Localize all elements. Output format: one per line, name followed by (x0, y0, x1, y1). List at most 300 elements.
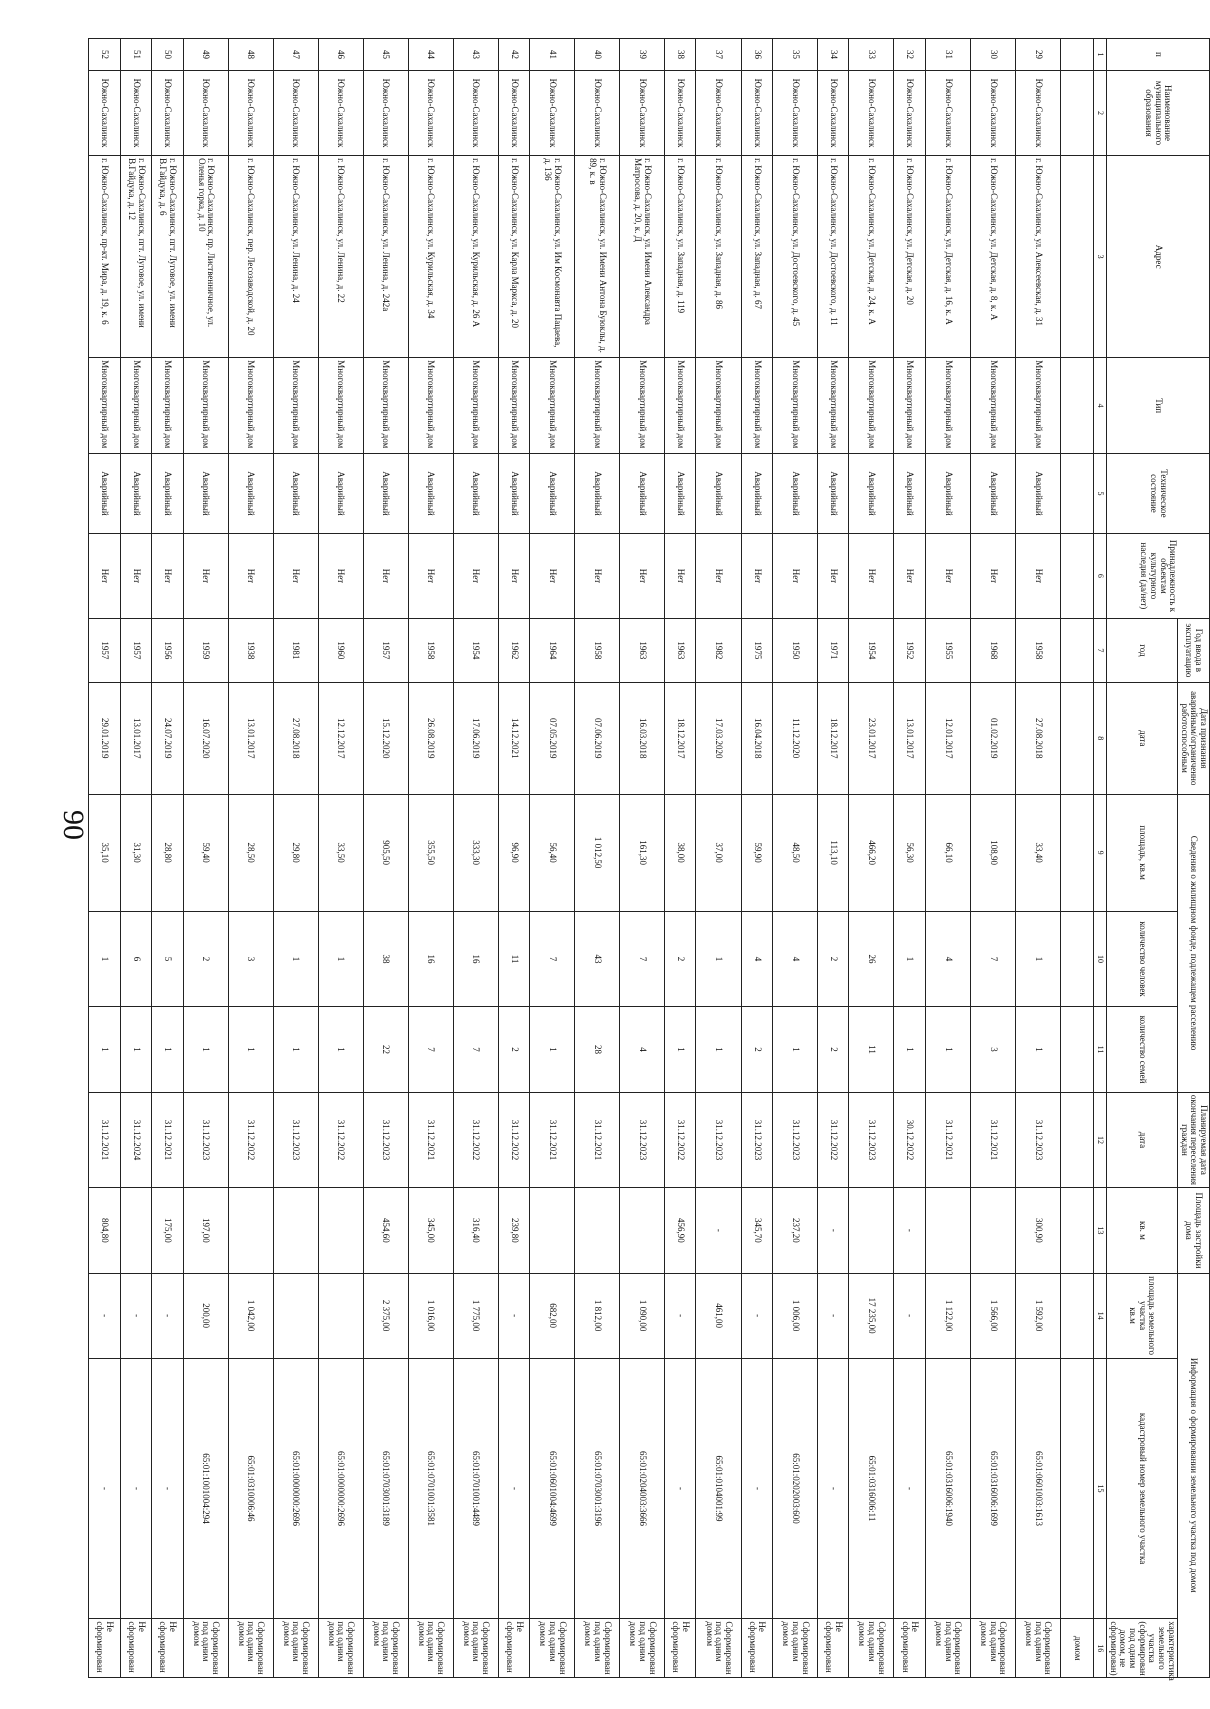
area-cell: 1 012,50 (575, 794, 620, 911)
cadastral-cell: - (894, 1358, 925, 1619)
municipality-cell: Южно-Сахалинск (970, 70, 1015, 155)
condition-cell: Аварийный (120, 454, 151, 534)
page-number: 90 (57, 810, 90, 840)
families-cell: 11 (849, 1007, 894, 1092)
table-row (772, 39, 817, 1678)
condition-cell: Аварийный (273, 454, 318, 534)
condition-cell: Аварийный (575, 454, 620, 534)
header-type: Тип (1106, 358, 1209, 454)
address-cell: г. Южно-Сахалинск, пгт. Луговое, ул. имени В.Гайдука, д. 6 (152, 156, 183, 358)
characteristic-cell: Сформирован под одним домом (925, 1619, 970, 1678)
municipality-cell: Южно-Сахалинск (408, 70, 453, 155)
heritage-cell: Нет (620, 533, 665, 618)
type-cell: Многоквартирный дом (228, 358, 273, 454)
characteristic-cell: Не сформирован (665, 1619, 696, 1678)
unit-domov: домом (1060, 1619, 1093, 1678)
area-cell: 56,40 (530, 794, 575, 911)
address-cell: г. Южно-Сахалинск, ул. Алексеевская, д. 31 (1015, 156, 1060, 358)
area-cell: 29,80 (273, 794, 318, 911)
condition-cell: Аварийный (817, 454, 848, 534)
cadastral-cell: 65:01:0316006:1699 (970, 1358, 1015, 1619)
families-cell: 1 (228, 1007, 273, 1092)
cadastral-cell: 65:01:0000000:2696 (273, 1358, 318, 1619)
built-area-cell (970, 1188, 1015, 1273)
people-cell: 3 (228, 911, 273, 1007)
column-number: 6 (1093, 533, 1106, 618)
people-cell: 2 (665, 911, 696, 1007)
built-area-cell: 239,80 (498, 1188, 529, 1273)
column-number: 5 (1093, 454, 1106, 534)
type-cell: Многоквартирный дом (318, 358, 363, 454)
heritage-cell: Нет (575, 533, 620, 618)
characteristic-cell: Сформирован под одним домом (849, 1619, 894, 1678)
condition-cell: Аварийный (183, 454, 228, 534)
characteristic-cell: Сформирован под одним домом (318, 1619, 363, 1678)
type-cell: Многоквартирный дом (152, 358, 183, 454)
characteristic-cell: Сформирован под одним домом (228, 1619, 273, 1678)
land-area-cell: 2 375,00 (363, 1273, 408, 1358)
heritage-cell: Нет (363, 533, 408, 618)
land-area-cell: 1 090,00 (620, 1273, 665, 1358)
families-cell: 7 (408, 1007, 453, 1092)
year-cell: 1952 (894, 619, 925, 683)
people-cell: 1 (894, 911, 925, 1007)
families-cell: 1 (273, 1007, 318, 1092)
area-cell: 56,30 (894, 794, 925, 911)
type-cell: Многоквартирный дом (849, 358, 894, 454)
address-cell: г. Южно-Сахалинск, ул. Достоевского, д. 11 (817, 156, 848, 358)
condition-cell: Аварийный (453, 454, 498, 534)
resettle-date-cell: 31.12.2022 (817, 1092, 848, 1188)
people-cell: 6 (120, 911, 151, 1007)
row-number: 42 (498, 39, 529, 71)
resettle-date-cell: 31.12.2021 (575, 1092, 620, 1188)
built-area-cell (925, 1188, 970, 1273)
column-number: 10 (1093, 911, 1106, 1007)
column-number: 12 (1093, 1092, 1106, 1188)
table-row (849, 39, 894, 1678)
condition-cell: Аварийный (318, 454, 363, 534)
resettle-date-cell: 31.12.2022 (665, 1092, 696, 1188)
condition-cell: Аварийный (530, 454, 575, 534)
header-date-recognized: Дата признания аварийным/ограниченно работоспособным (1177, 682, 1209, 794)
people-cell: 43 (575, 911, 620, 1007)
year-cell: 1960 (318, 619, 363, 683)
land-area-cell: 1 006,00 (772, 1273, 817, 1358)
heritage-cell: Нет (849, 533, 894, 618)
municipality-cell: Южно-Сахалинск (575, 70, 620, 155)
column-number: 11 (1093, 1007, 1106, 1092)
resettle-date-cell: 31.12.2023 (849, 1092, 894, 1188)
column-number: 14 (1093, 1273, 1106, 1358)
families-cell: 1 (120, 1007, 151, 1092)
column-number: 16 (1093, 1619, 1106, 1678)
municipality-cell: Южно-Сахалинск (894, 70, 925, 155)
cadastral-cell: 65:01:0310006:46 (228, 1358, 273, 1619)
municipality-cell: Южно-Сахалинск (530, 70, 575, 155)
resettle-date-cell: 31.12.2021 (970, 1092, 1015, 1188)
date-recognized-cell: 26.08.2019 (408, 682, 453, 794)
cadastral-cell: - (665, 1358, 696, 1619)
area-cell: 466,20 (849, 794, 894, 911)
heritage-cell: Нет (696, 533, 741, 618)
resettle-date-cell: 31.12.2022 (453, 1092, 498, 1188)
condition-cell: Аварийный (620, 454, 665, 534)
built-area-cell: 197,00 (183, 1188, 228, 1273)
land-area-cell: 17 235,00 (849, 1273, 894, 1358)
unit-sqm2: кв.м (1127, 1307, 1138, 1324)
area-cell: 333,30 (453, 794, 498, 911)
area-cell: 59,90 (741, 794, 772, 911)
heritage-cell: Нет (741, 533, 772, 618)
characteristic-cell: Сформирован под одним домом (970, 1619, 1015, 1678)
families-cell: 3 (970, 1007, 1015, 1092)
type-cell: Многоквартирный дом (363, 358, 408, 454)
land-area-cell: 1 566,00 (970, 1273, 1015, 1358)
address-cell: г. Южно-Сахалинск, ул. Детская, д. 16, к. А (925, 156, 970, 358)
built-area-cell (530, 1188, 575, 1273)
date-recognized-cell: 15.12.2020 (363, 682, 408, 794)
address-cell: г. Южно-Сахалинск, ул. Западная, д. 86 (696, 156, 741, 358)
heritage-cell: Нет (89, 533, 121, 618)
area-cell: 161,30 (620, 794, 665, 911)
families-cell: 2 (817, 1007, 848, 1092)
built-area-cell: - (894, 1188, 925, 1273)
address-cell: г. Южно-Сахалинск, ул. Детская, д. 20 (894, 156, 925, 358)
year-cell: 1981 (273, 619, 318, 683)
year-cell: 1957 (120, 619, 151, 683)
resettle-date-cell: 31.12.2021 (89, 1092, 121, 1188)
heritage-cell: Нет (453, 533, 498, 618)
date-recognized-cell: 14.12.2021 (498, 682, 529, 794)
address-cell: г. Южно-Сахалинск, ул. Ленина, д. 22 (318, 156, 363, 358)
heritage-cell: Нет (1015, 533, 1060, 618)
area-cell: 28,50 (228, 794, 273, 911)
resettle-date-cell: 31.12.2023 (772, 1092, 817, 1188)
resettle-date-cell: 31.12.2023 (620, 1092, 665, 1188)
header-heritage: Принадлежность к объектам культурного наследия (да/нет) (1106, 533, 1209, 618)
table-row (120, 39, 151, 1678)
municipality-cell: Южно-Сахалинск (453, 70, 498, 155)
cadastral-cell: 65:01:0202003:600 (772, 1358, 817, 1619)
date-recognized-cell: 11.12.2020 (772, 682, 817, 794)
people-cell: 7 (970, 911, 1015, 1007)
year-cell: 1956 (152, 619, 183, 683)
header-land-area (1106, 1273, 1177, 1358)
condition-cell: Аварийный (925, 454, 970, 534)
built-area-cell: 300,90 (1015, 1188, 1060, 1273)
municipality-cell: Южно-Сахалинск (228, 70, 273, 155)
type-cell: Многоквартирный дом (1015, 358, 1060, 454)
year-cell: 1950 (772, 619, 817, 683)
cadastral-cell: - (120, 1358, 151, 1619)
date-recognized-cell: 13.01.2017 (894, 682, 925, 794)
table-row (318, 39, 363, 1678)
row-number: 44 (408, 39, 453, 71)
column-number-row (1093, 39, 1106, 1678)
year-cell: 1954 (453, 619, 498, 683)
unit-date2: дата (1106, 1092, 1177, 1188)
date-recognized-cell: 17.03.2020 (696, 682, 741, 794)
date-recognized-cell: 18.12.2017 (817, 682, 848, 794)
heritage-cell: Нет (228, 533, 273, 618)
condition-cell: Аварийный (849, 454, 894, 534)
type-cell: Многоквартирный дом (575, 358, 620, 454)
table-row (817, 39, 848, 1678)
table-row (894, 39, 925, 1678)
year-cell: 1954 (849, 619, 894, 683)
address-cell: г. Южно-Сахалинск, ул. Курильская, д. 34 (408, 156, 453, 358)
year-cell: 1962 (498, 619, 529, 683)
row-number: 29 (1015, 39, 1060, 71)
unit-year: год (1106, 619, 1177, 683)
municipality-cell: Южно-Сахалинск (849, 70, 894, 155)
year-cell: 1971 (817, 619, 848, 683)
year-cell: 1982 (696, 619, 741, 683)
condition-cell: Аварийный (408, 454, 453, 534)
resettle-date-cell: 31.12.2022 (228, 1092, 273, 1188)
column-number: 1 (1093, 39, 1106, 71)
characteristic-cell: Сформирован под одним домом (530, 1619, 575, 1678)
people-cell: 4 (772, 911, 817, 1007)
area-cell: 31,30 (120, 794, 151, 911)
cadastral-cell: 65:01:0204003:3666 (620, 1358, 665, 1619)
cadastral-cell: 65:01:0000000:2696 (318, 1358, 363, 1619)
type-cell: Многоквартирный дом (530, 358, 575, 454)
characteristic-cell: Сформирован под одним домом (696, 1619, 741, 1678)
type-cell: Многоквартирный дом (120, 358, 151, 454)
cadastral-cell: 65:01:0701001:3581 (408, 1358, 453, 1619)
column-number: 4 (1093, 358, 1106, 454)
municipality-cell: Южно-Сахалинск (120, 70, 151, 155)
characteristic-cell: Сформирован под одним домом (363, 1619, 408, 1678)
built-area-cell: 345,00 (408, 1188, 453, 1273)
cadastral-cell: 65:01:0104001:99 (696, 1358, 741, 1619)
table-row (1015, 39, 1060, 1678)
date-recognized-cell: 07.05.2019 (530, 682, 575, 794)
families-cell: 1 (772, 1007, 817, 1092)
resettle-date-cell: 31.12.2021 (408, 1092, 453, 1188)
row-number: 39 (620, 39, 665, 71)
column-number: 13 (1093, 1188, 1106, 1273)
year-cell: 1938 (228, 619, 273, 683)
table-row (89, 39, 121, 1678)
table-row (228, 39, 273, 1678)
date-recognized-cell: 29.01.2019 (89, 682, 121, 794)
area-cell: 59,40 (183, 794, 228, 911)
people-cell: 7 (530, 911, 575, 1007)
type-cell: Многоквартирный дом (925, 358, 970, 454)
characteristic-cell: Не сформирован (817, 1619, 848, 1678)
table-row (363, 39, 408, 1678)
date-recognized-cell: 13.01.2017 (228, 682, 273, 794)
municipality-cell: Южно-Сахалинск (498, 70, 529, 155)
date-recognized-cell: 01.02.2019 (970, 682, 1015, 794)
characteristic-cell: Не сформирован (894, 1619, 925, 1678)
cadastral-cell: - (741, 1358, 772, 1619)
characteristic-cell: Сформирован под одним домом (453, 1619, 498, 1678)
families-cell: 4 (620, 1007, 665, 1092)
type-cell: Многоквартирный дом (772, 358, 817, 454)
cadastral-cell: 65:01:0703001:3189 (363, 1358, 408, 1619)
land-area-cell: - (152, 1273, 183, 1358)
area-cell: 48,50 (772, 794, 817, 911)
address-cell: г. Южно-Сахалинск, ул. Им Космонавта Пацаева, д. 136 (530, 156, 575, 358)
people-cell: 5 (152, 911, 183, 1007)
header-n: п (1106, 39, 1209, 71)
address-cell: г. Южно-Сахалинск, ул. Имени Александра Матросова, д. 20, к. Д (620, 156, 665, 358)
blank-row (1060, 39, 1093, 1678)
table-row (620, 39, 665, 1678)
families-cell: 1 (696, 1007, 741, 1092)
people-cell: 1 (1015, 911, 1060, 1007)
header-characteristic: характеристика земельного участка (сформирован под одним домом, не сформирован) (1106, 1619, 1177, 1678)
land-area-label: площадь земельного участка (1137, 1276, 1158, 1355)
resettle-date-cell: 30.12.2022 (894, 1092, 925, 1188)
area-cell: 66,10 (925, 794, 970, 911)
built-area-cell (228, 1188, 273, 1273)
condition-cell: Аварийный (363, 454, 408, 534)
type-cell: Многоквартирный дом (183, 358, 228, 454)
row-number: 50 (152, 39, 183, 71)
cadastral-cell: 65:01:0316006:11 (849, 1358, 894, 1619)
address-cell: г. Южно-Сахалинск, ул. Западная, д. 67 (741, 156, 772, 358)
date-recognized-cell: 16.03.2018 (620, 682, 665, 794)
built-area-cell: 804,80 (89, 1188, 121, 1273)
land-area-cell: 1 122,00 (925, 1273, 970, 1358)
people-cell: 11 (498, 911, 529, 1007)
row-number: 33 (849, 39, 894, 71)
built-area-cell (120, 1188, 151, 1273)
families-cell: 1 (1015, 1007, 1060, 1092)
land-area-cell: 1 592,00 (1015, 1273, 1060, 1358)
cadastral-cell: 65:01:0703001:3196 (575, 1358, 620, 1619)
municipality-cell: Южно-Сахалинск (1015, 70, 1060, 155)
area-cell: 113,10 (817, 794, 848, 911)
address-cell: г. Южно-Сахалинск, пгт. Луговое, ул. имени В.Гайдука, д. 12 (120, 156, 151, 358)
families-cell: 28 (575, 1007, 620, 1092)
type-cell: Многоквартирный дом (741, 358, 772, 454)
heritage-cell: Нет (817, 533, 848, 618)
families-cell: 1 (894, 1007, 925, 1092)
land-area-cell: - (741, 1273, 772, 1358)
families-cell: 1 (530, 1007, 575, 1092)
row-number: 34 (817, 39, 848, 71)
characteristic-cell: Не сформирован (89, 1619, 121, 1678)
built-area-cell: - (696, 1188, 741, 1273)
row-number: 46 (318, 39, 363, 71)
heritage-cell: Нет (498, 533, 529, 618)
type-cell: Многоквартирный дом (696, 358, 741, 454)
row-number: 40 (575, 39, 620, 71)
people-cell: 26 (849, 911, 894, 1007)
land-area-cell: - (120, 1273, 151, 1358)
unit-date: дата (1106, 682, 1177, 794)
address-cell: г. Южно-Сахалинск, ул. Ленина, д. 24 (273, 156, 318, 358)
type-cell: Многоквартирный дом (498, 358, 529, 454)
year-cell: 1963 (620, 619, 665, 683)
row-number: 32 (894, 39, 925, 71)
heritage-cell: Нет (665, 533, 696, 618)
heritage-cell: Нет (183, 533, 228, 618)
date-recognized-cell: 24.07.2019 (152, 682, 183, 794)
row-number: 35 (772, 39, 817, 71)
address-cell: г. Южно-Сахалинск, ул. Достоевского, д. 45 (772, 156, 817, 358)
people-cell: 16 (453, 911, 498, 1007)
characteristic-cell: Не сформирован (152, 1619, 183, 1678)
date-recognized-cell: 16.04.2018 (741, 682, 772, 794)
table-row (925, 39, 970, 1678)
resettle-date-cell: 31.12.2021 (925, 1092, 970, 1188)
land-area-cell: - (894, 1273, 925, 1358)
cadastral-cell: 65:01:0601003:1613 (1015, 1358, 1060, 1619)
families-cell: 2 (498, 1007, 529, 1092)
row-number: 52 (89, 39, 121, 71)
table-row (970, 39, 1015, 1678)
column-number: 15 (1093, 1358, 1106, 1619)
row-number: 45 (363, 39, 408, 71)
resettle-date-cell: 31.12.2021 (530, 1092, 575, 1188)
built-area-cell (318, 1188, 363, 1273)
municipality-cell: Южно-Сахалинск (772, 70, 817, 155)
housing-table (88, 38, 1210, 1681)
table-row (408, 39, 453, 1678)
characteristic-cell: Сформирован под одним домом (575, 1619, 620, 1678)
families-cell: 1 (183, 1007, 228, 1092)
column-number: 9 (1093, 794, 1106, 911)
cadastral-cell: 65:01:0316006:1940 (925, 1358, 970, 1619)
heritage-cell: Нет (152, 533, 183, 618)
heritage-cell: Нет (925, 533, 970, 618)
municipality-cell: Южно-Сахалинск (741, 70, 772, 155)
column-number: 8 (1093, 682, 1106, 794)
table-row (183, 39, 228, 1678)
land-area-cell: 1 812,00 (575, 1273, 620, 1358)
heritage-cell: Нет (408, 533, 453, 618)
cadastral-cell: - (89, 1358, 121, 1619)
people-cell: 1 (696, 911, 741, 1007)
resettle-date-cell: 31.12.2022 (498, 1092, 529, 1188)
families-cell: 1 (152, 1007, 183, 1092)
header-address: Адрес (1106, 156, 1209, 358)
resettle-date-cell: 31.12.2024 (120, 1092, 151, 1188)
cadastral-cell: 65:01:0701001:4489 (453, 1358, 498, 1619)
address-cell: г. Южно-Сахалинск, ул. Имени Антона Буюклы, д. 89, к. в (575, 156, 620, 358)
address-cell: г. Южно-Сахалинск, ул. Карла Маркса, д. 20 (498, 156, 529, 358)
year-cell: 1958 (575, 619, 620, 683)
table-row (273, 39, 318, 1678)
land-area-cell: 1 042,00 (228, 1273, 273, 1358)
people-cell: 2 (183, 911, 228, 1007)
header-year: Год ввода в эксплуатацию (1177, 619, 1209, 683)
built-area-cell: 454,60 (363, 1188, 408, 1273)
cadastral-cell: 65:01:1001004:294 (183, 1358, 228, 1619)
year-cell: 1957 (363, 619, 408, 683)
municipality-cell: Южно-Сахалинск (925, 70, 970, 155)
resettle-date-cell: 31.12.2023 (273, 1092, 318, 1188)
built-area-cell: 456,90 (665, 1188, 696, 1273)
column-number: 3 (1093, 156, 1106, 358)
table-row (696, 39, 741, 1678)
families-cell: 1 (925, 1007, 970, 1092)
type-cell: Многоквартирный дом (817, 358, 848, 454)
address-cell: г. Южно-Сахалинск, пр-кт. Мира, д. 19, к. 6 (89, 156, 121, 358)
built-area-cell: 175,00 (152, 1188, 183, 1273)
area-cell: 108,90 (970, 794, 1015, 911)
built-area-cell: - (817, 1188, 848, 1273)
land-area-cell (273, 1273, 318, 1358)
table-row (152, 39, 183, 1678)
